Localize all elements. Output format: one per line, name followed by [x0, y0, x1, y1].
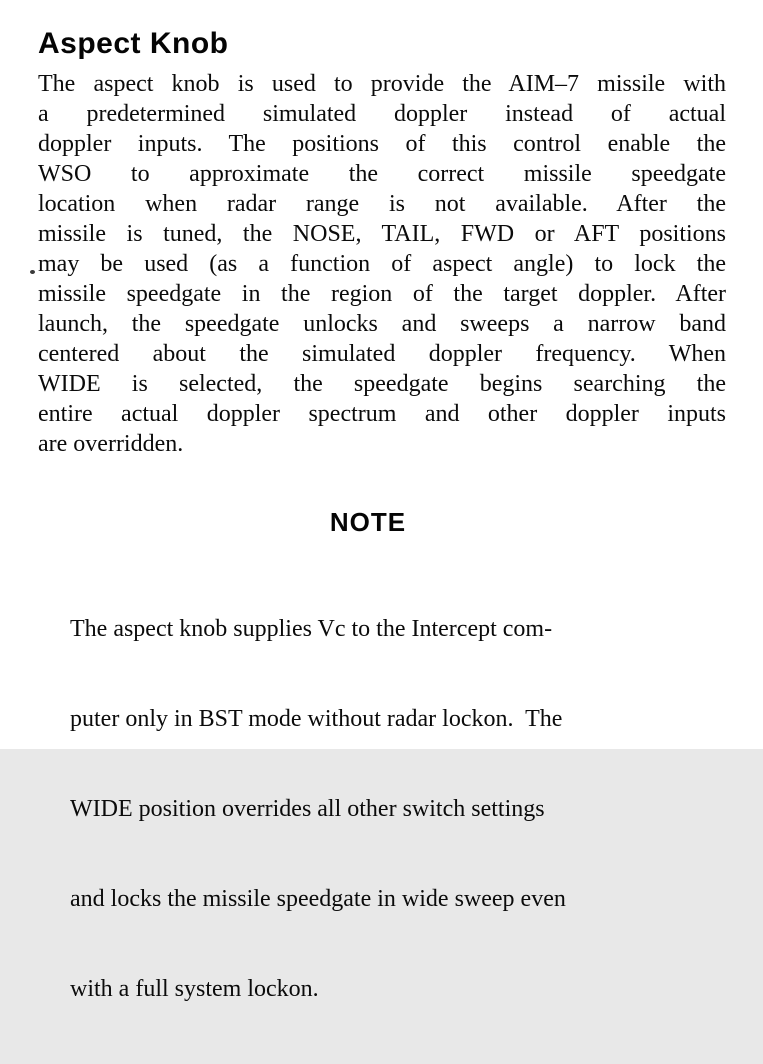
body-line: launch, the speedgate unlocks and sweeps a narrow band: [38, 311, 726, 337]
note-line: WIDE position overrides all other switch settings: [70, 796, 545, 822]
body-line: missile is tuned, the NOSE, TAIL, FWD or AFT positions: [38, 221, 726, 247]
body-line: WIDE is selected, the speedgate begins searching the: [38, 371, 726, 397]
body-line: are overridden.: [38, 431, 184, 457]
body-line: WSO to approximate the correct missile speedgate: [38, 161, 726, 187]
body-line: entire actual doppler spectrum and other doppler inputs: [38, 401, 726, 427]
body-line: location when radar range is not available. After the: [38, 191, 726, 217]
body-line: missile speedgate in the region of the target doppler. After: [38, 281, 726, 307]
note-line: with a full system lockon.: [70, 976, 319, 1002]
section-title: Aspect Knob: [38, 27, 229, 61]
body-line: doppler inputs. The positions of this control enable the: [38, 131, 726, 157]
body-line: may be used (as a function of aspect angle) to lock the: [38, 251, 726, 277]
body-line: centered about the simulated doppler frequency. When: [38, 341, 726, 367]
body-line: a predetermined simulated doppler instead of actual: [38, 101, 726, 127]
note-line: and locks the missile speedgate in wide sweep even: [70, 886, 566, 912]
note-heading: NOTE: [329, 507, 407, 537]
body-line: The aspect knob is used to provide the AIM–7 missile with: [38, 71, 726, 97]
note-line: The aspect knob supplies Vc to the Intercept com-: [70, 616, 553, 642]
note-line: puter only in BST mode without radar lockon. The: [70, 706, 563, 732]
note-paragraph: [70, 554, 674, 1064]
body-paragraph: [38, 69, 726, 459]
scan-artifact-dot: [30, 270, 35, 274]
